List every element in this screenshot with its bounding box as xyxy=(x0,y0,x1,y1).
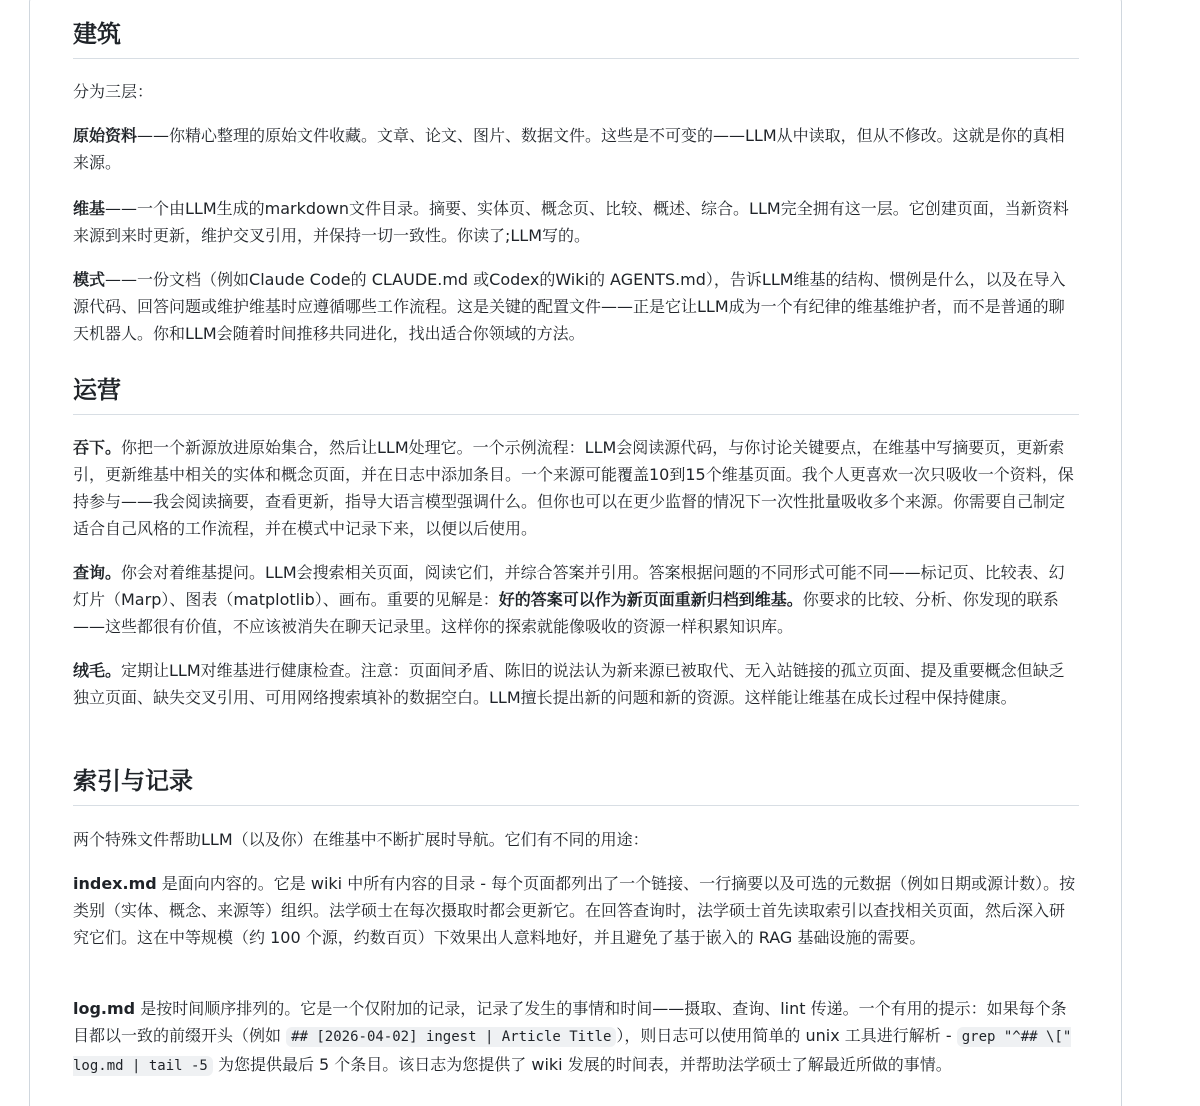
paragraph-lint xyxy=(73,657,1079,711)
log-md-text-2: ），则日志可以使用简单的 unix 工具进行解析 - xyxy=(616,1026,957,1045)
heading-operations: 运营 xyxy=(73,374,1079,415)
term-index-md: index.md xyxy=(73,874,157,893)
term-lint: 绒毛。 xyxy=(73,661,122,680)
heading-index-and-log: 索引与记录 xyxy=(73,765,1079,806)
query-text-before: 你会对着维基提问。LLM会搜索相关页面，阅读它们，并综合答案并引用。答案根据问题的不同形式可能不同——标记页、比较表、幻灯片（Marp）、图表（matplotlib）、画布。重要的见解是： xyxy=(73,563,1065,609)
index-md-text: 是面向内容的。它是 wiki 中所有内容的目录 - 每个页面都列出了一个链接、一行摘要以及可选的元数据（例如日期或源计数）。按类别（实体、概念、来源等）组织。法学硕士在每次摄取时都会更新它。在回答查询时，法学硕士首先读取索引以查找相关页面，然后深入研究它们。这在中等规模（约 100 个源，约数百页）下效果出人意料地好，并且避免了基于嵌入的 RAG 基础设施的需要。 xyxy=(73,874,1076,947)
log-md-text-3: 为您提供最后 5 个条目。该日志为您提供了 wiki 发展的时间表，并帮助法学硕士了解最近所做的事情。 xyxy=(212,1055,952,1074)
schema-text: ——一份文档（例如Claude Code的 CLAUDE.md 或Codex的Wiki的 AGENTS.md），告诉LLM维基的结构、惯例是什么，以及在导入源代码、回答问题或维护维基时应遵循哪些工作流程。这是关键的配置文件——正是它让LLM成为一个有纪律的维基维护者，而不是普通的聊天机器人。你和LLM会随着时间推移共同进化，找出适合你领域的方法。 xyxy=(73,270,1066,343)
lint-text: 定期让LLM对维基进行健康检查。注意：页面间矛盾、陈旧的说法认为新来源已被取代、无入站链接的孤立页面、提及重要概念但缺乏独立页面、缺失交叉引用、可用网络搜索填补的数据空白。LLM擅长提出新的问题和新的资源。这样能让维基在成长过程中保持健康。 xyxy=(73,661,1065,707)
term-ingest: 吞下。 xyxy=(73,438,122,457)
paragraph-raw-sources xyxy=(73,122,1079,176)
wiki-text: ——一个由LLM生成的markdown文件目录。摘要、实体页、概念页、比较、概述、综合。LLM完全拥有这一层。它创建页面，当新资料来源到来时更新，维护交叉引用，并保持一切一致性。你读了;LLM写的。 xyxy=(73,199,1069,245)
term-raw-sources: 原始资料 xyxy=(73,126,138,145)
ingest-text: 你把一个新源放进原始集合，然后让LLM处理它。一个示例流程：LLM会阅读源代码，与你讨论关键要点，在维基中写摘要页，更新索引，更新维基中相关的实体和概念页面，并在日志中添加条目。一个来源可能覆盖10到15个维基页面。我个人更喜欢一次只吸收一个资料，保持参与——我会阅读摘要，查看更新，指导大语言模型强调什么。但你也可以在更少监督的情况下一次性批量吸收多个来源。你需要自己制定适合自己风格的工作流程，并在模式中记录下来，以便以后使用。 xyxy=(73,438,1074,538)
code-grep-command: grep "^## \[" log.md | tail -5 xyxy=(73,1029,1072,1074)
query-emphasis: 好的答案可以作为新页面重新归档到维基。 xyxy=(498,590,803,609)
paragraph-ingest xyxy=(73,434,1079,542)
paragraph-schema xyxy=(73,266,1079,347)
term-log-md: log.md xyxy=(73,999,136,1018)
query-text-after: 你要求的比较、分析、你发现的联系——这些都很有价值，不应该被消失在聊天记录里。这样你的探索就能像吸收的资源一样积累知识库。 xyxy=(73,590,1059,636)
paragraph-log-md xyxy=(73,995,1079,1080)
paragraph-index-md xyxy=(73,870,1079,951)
raw-sources-text: ——你精心整理的原始文件收藏。文章、论文、图片、数据文件。这些是不可变的——LLM从中读取，但从不修改。这就是你的真相来源。 xyxy=(73,126,1065,172)
code-log-prefix-example: ## [2026-04-02] ingest | Article Title xyxy=(286,1027,616,1047)
term-wiki: 维基 xyxy=(73,199,106,218)
term-schema: 模式 xyxy=(73,270,106,289)
paragraph-query xyxy=(73,559,1079,640)
paragraph-three-layers: 分为三层： xyxy=(73,82,154,101)
paragraph-two-files: 两个特殊文件帮助LLM（以及你）在维基中不断扩展时导航。它们有不同的用途： xyxy=(73,830,649,849)
log-md-text-1: 是按时间顺序排列的。它是一个仅附加的记录，记录了发生的事情和时间——摄取、查询、lint 传递。一个有用的提示：如果每个条目都以一致的前缀开头（例如 xyxy=(73,999,1067,1045)
term-query: 查询。 xyxy=(73,563,122,582)
heading-architecture: 建筑 xyxy=(73,18,1079,59)
paragraph-wiki xyxy=(73,195,1079,249)
